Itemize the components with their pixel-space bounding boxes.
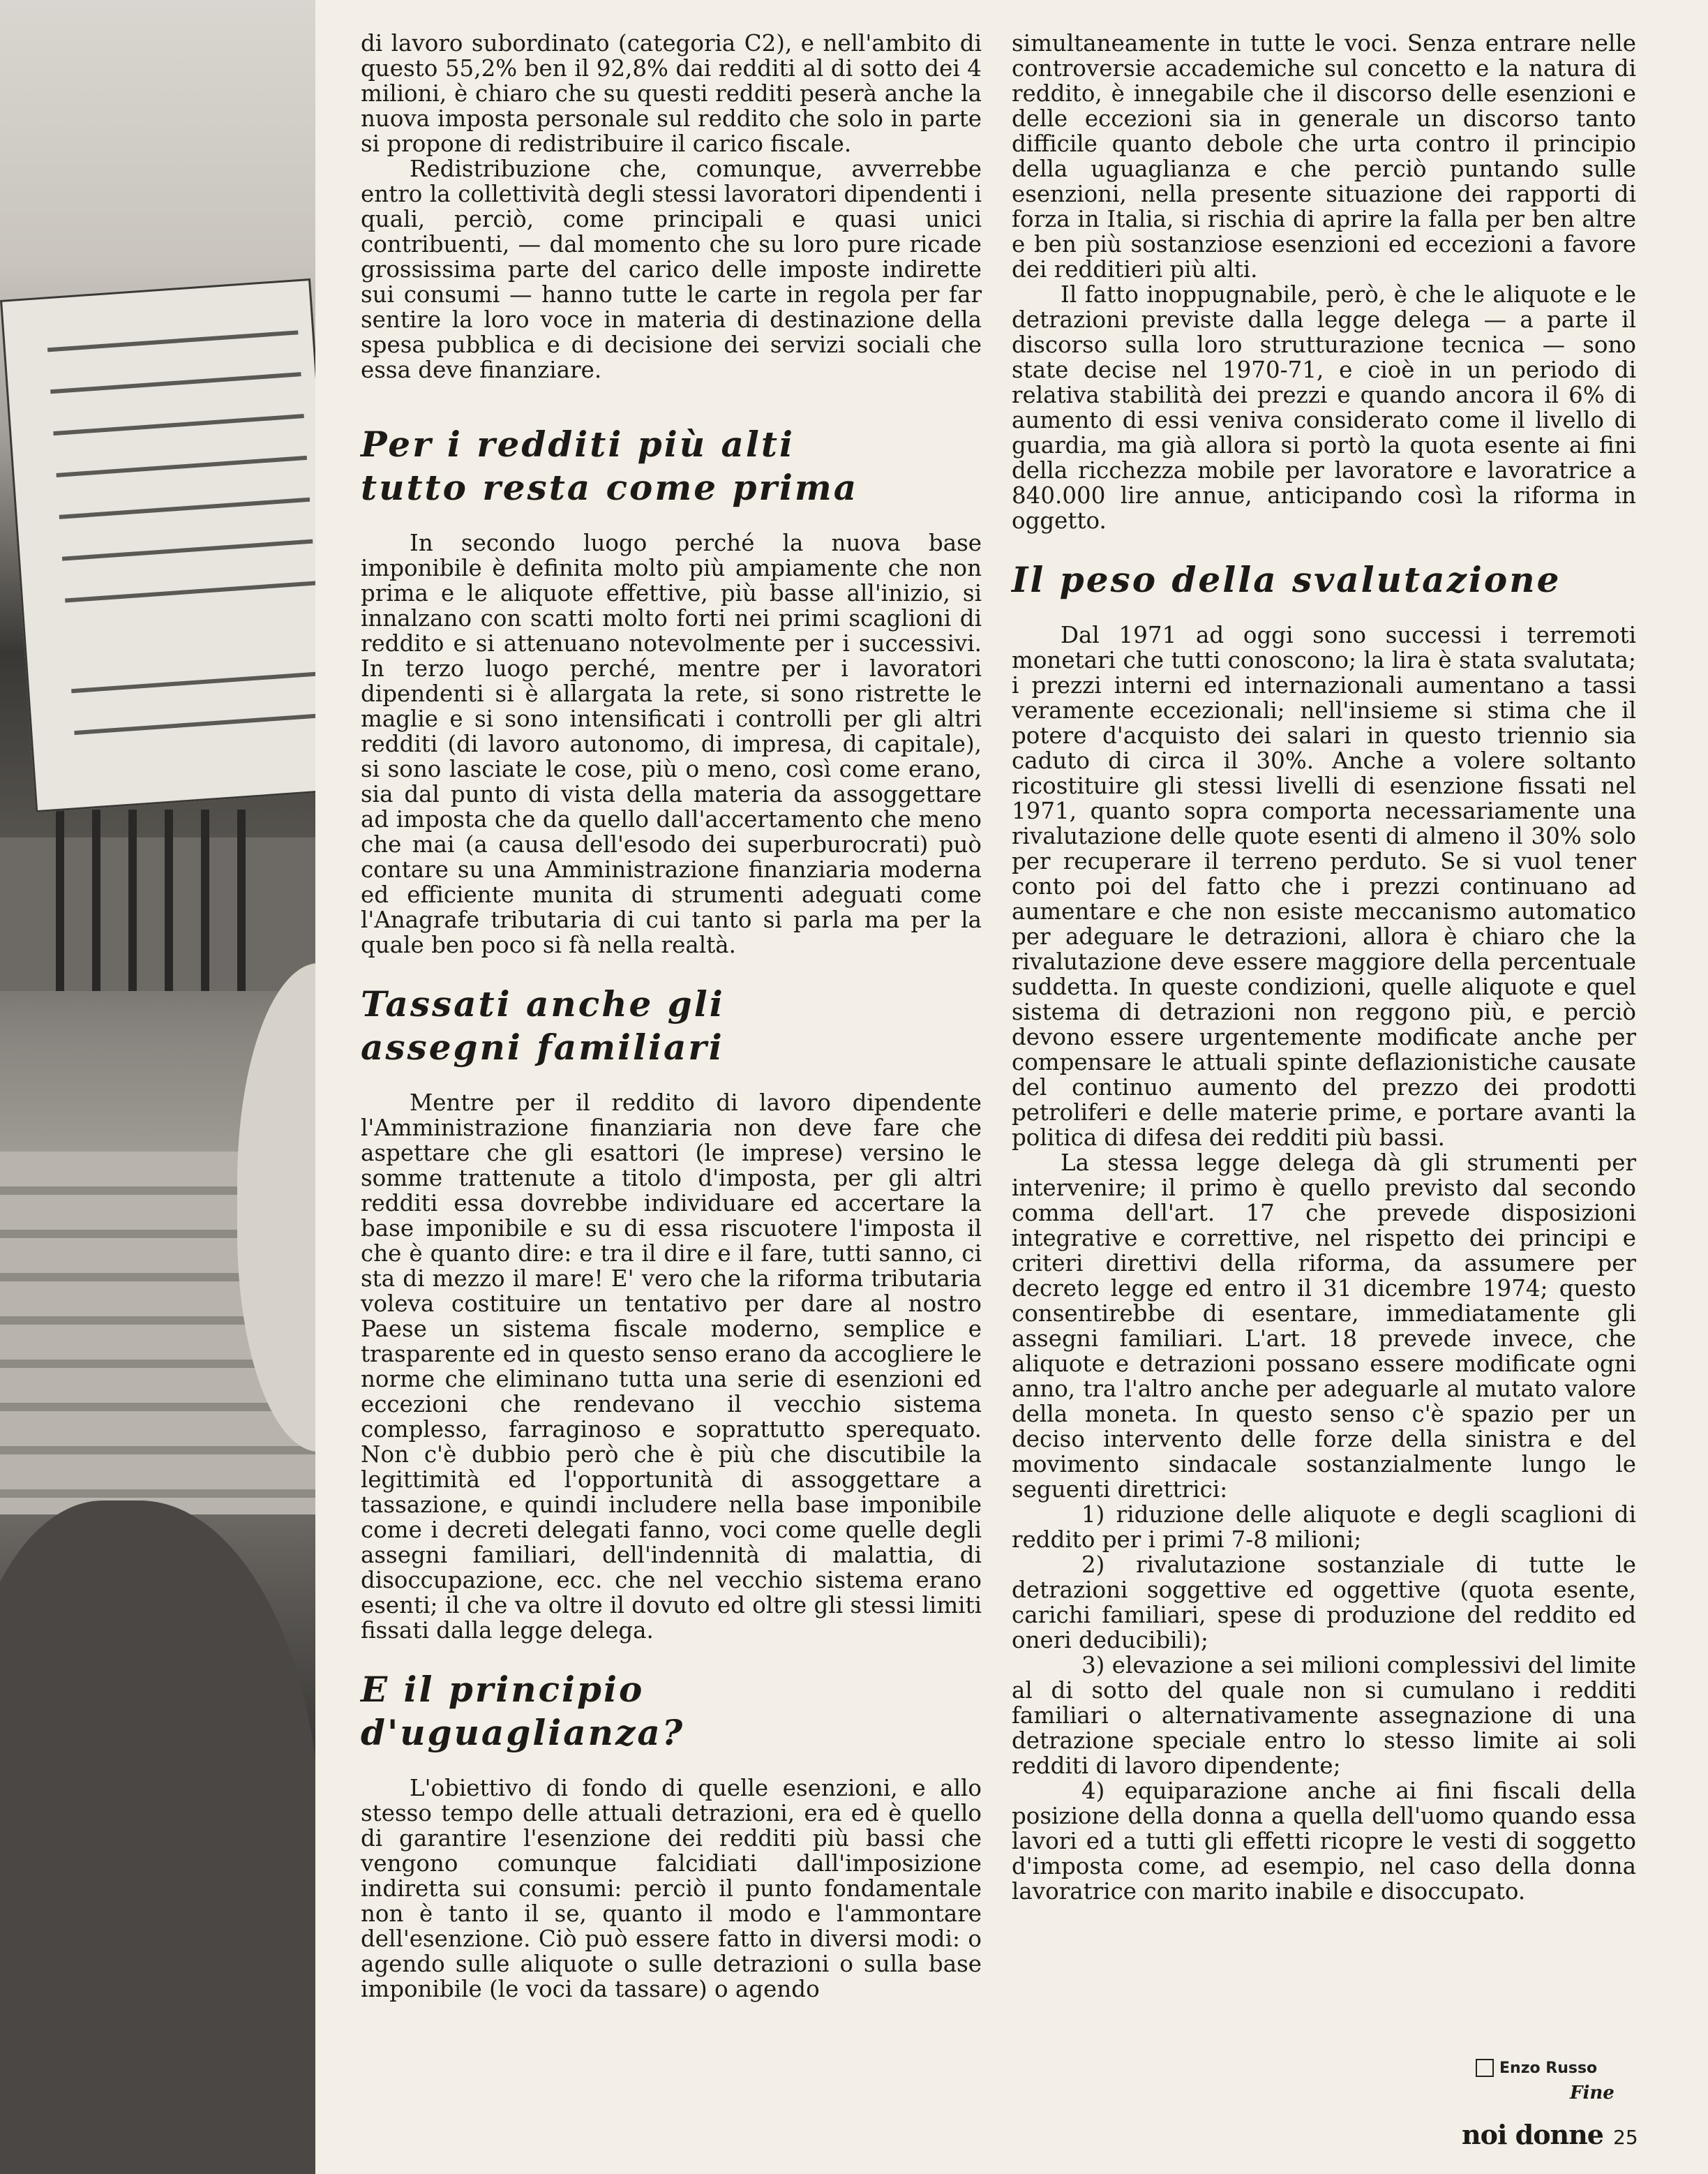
paragraph: La stessa legge delega dà gli strumenti per intervenire; il primo è quello previsto dal secondo comma dell'art. 17 che prevede disposizioni integrative e correttive, nel rispetto dei principi e criteri direttivi della riforma, da assumere per decreto legge ed entro il 31 dicembre 1974; questo consentirebbe di esentare, immediatamente gli assegni familiari. L'art. 18 prevede invece, che aliquote e detrazioni possano essere modificate ogni anno, tra l'altro anche per adeguarle al mutato valore della moneta. In questo senso c'è spazio per un deciso intervento delle forze della sinistra e del movimento sindacale sostanzialmente lungo le seguenti direttrici: (1012, 1149, 1636, 1503)
sign-scribble (59, 498, 310, 519)
sign-scribble (47, 330, 299, 352)
protest-sign (0, 278, 315, 812)
photo-crowd-legs (28, 810, 258, 991)
section-heading: Per i redditi più alti tutto resta come prima (361, 424, 859, 508)
list-item: 4) equiparazione anche ai fini fiscali della posizione della donna a quella dell'uomo quando essa lavori ed a tutti gli effetti ricopre le vesti di soggetto d'imposta come, ad esempio, nel caso della donna lavoratrice con marito inabile e disoccupato. (1012, 1778, 1636, 1905)
section-heading: E il principio d'uguaglianza? (361, 1669, 685, 1753)
sign-scribble (56, 456, 307, 477)
paragraph: Mentre per il reddito di lavoro dipendente l'Amministrazione finanziaria non deve fare che aspettare che gli esattori (le imprese) versino le somme trattenute a titolo d'imposta, per gli altri redditi essa dovrebbe individuare ed accertare la base imponibile e su di essa riscuotere l'imposta il che è quanto dire: e tra il dire e il fare, tutti sanno, ci sta di mezzo il mare! E' vero che la riforma tributaria voleva costituire un tentativo per dare al nostro Paese un sistema fiscale moderno, semplice e trasparente ed in questo senso erano da accogliere le norme che eliminano tutta una serie di esenzioni ed eccezioni che rendevano il vecchio sistema complesso, farraginoso e soprattutto sperequato. Non c'è dubbio però che è più che discutibile la legittimità ed l'opportunità di assoggettare a tassazione, e quindi includere nella base imponibile come i decreti delegati fanno, voci come quelle degli assegni familiari, dell'indennità di malattia, di disoccupazione, ecc. che nel vecchio sistema erano esenti; il che va oltre il dovuto ed oltre gli stessi limiti fissati dalla legge delega. (361, 1089, 982, 1644)
sign-scribble (50, 372, 301, 394)
sign-scribble (53, 414, 304, 435)
right-column (1012, 31, 1636, 1904)
magazine-name: noi donne (1462, 2119, 1603, 2150)
paragraph: L'obiettivo di fondo di quelle esenzioni, e allo stesso tempo delle attuali detrazioni, era ed è quello di garantire l'esenzione dei redditi più bassi che vengono comunque falcidiati dall'imposizione indiretta sui consumi: perciò il punto fondamentale non è tanto il se, quanto il modo e l'ammontare dell'esenzione. Ciò può essere fatto in diversi modi: o agendo sulle aliquote o sulle detrazioni o sulla base imponibile (le voci da tassare) o agendo (361, 1775, 982, 2002)
page-number: 25 (1613, 2126, 1638, 2149)
paragraph: simultaneamente in tutte le voci. Senza entrare nelle controversie accademiche sul concetto e la natura di reddito, è innegabile che il discorso delle esenzioni e delle eccezioni sia in generale un discorso tanto difficile quanto debole che urta contro il principio della uguaglianza e che perciò puntando sulle esenzioni, nella presente situazione dei rapporti di forza in Italia, si rischia di aprire la falla per ben altre e ben più sostanziose esenzioni ed eccezioni a favore dei redditieri più alti. (1012, 30, 1636, 283)
photo-person-shoulder (0, 1501, 315, 2174)
sign-scribble (62, 539, 313, 561)
paragraph: Redistribuzione che, comunque, avverrebbe entro la collettività degli stessi lavoratori dipendenti i quali, perciò, come principali e quasi unici contribuenti, — dal momento che su loro pure ricade grossissima parte del carico delle imposte indirette sui consumi — hanno tutte le carte in regola per far sentire la loro voce in materia di destinazione della spesa pubblica e di decisione dei servizi sociali che essa deve finanziare. (361, 156, 982, 383)
paragraph: Il fatto inoppugnabile, però, è che le aliquote e le detrazioni previste dalla legge delega — a parte il discorso sulla loro strutturazione tecnica — sono state decise nel 1970-71, e cioè in un periodo di relativa stabilità dei prezzi e quando ancora il 6% di aumento di essi veniva considerato come il livello di guardia, ma già allora si portò la quota esente ai fini della ricchezza mobile per lavoratore e lavoratrice a 840.000 lire annue, anticipando così la riforma in oggetto. (1012, 281, 1636, 534)
author-signature (1476, 2059, 1597, 2077)
end-marker: Fine (1570, 2083, 1615, 2104)
sign-scribble (65, 581, 315, 602)
paragraph: Dal 1971 ad oggi sono successi i terremoti monetari che tutti conoscono; la lira è stata svalutata; i prezzi interni ed internazionali aumentano a tassi veramente eccezionali; nell'insieme si stima che il potere d'acquisto dei salari in questo triennio sia caduto di circa il 30%. Anche a volere soltanto ricostituire gli stessi livelli di esenzione fissati nel 1971, quanto sopra comporta necessariamente una rivalutazione delle quote esenti di almeno il 30% solo per recuperare il terreno perduto. Se si vuol tener conto poi del fatto che i prezzi continuano ad aumentare e che non esiste meccanismo automatico per adeguare le detrazioni, allora è chiaro che la rivalutazione deve essere maggiore della percentuale suddetta. In queste condizioni, quelle aliquote e quel sistema di detrazioni non reggono più, e perciò devono essere urgentemente modificate anche per compensare le attuali spinte deflazionistiche causate del continuo aumento del prezzo dei prodotti petroliferi e delle materie prime, e portare avanti la politica di difesa dei redditi più bassi. (1012, 622, 1636, 1151)
author-name: Enzo Russo (1499, 2059, 1598, 2077)
list-item: 3) elevazione a sei milioni complessivi del limite al di sotto del quale non si cumulano i redditi familiari o alternativamente assegnazione di una detrazione speciale entro lo stesso limite ai soli redditi di lavoro dipendente; (1012, 1652, 1636, 1779)
paragraph: In secondo luogo perché la nuova base imponibile è definita molto più ampiamente che non prima e le aliquote effettive, più basse all'inizio, si innalzano con scatti molto forti nei primi scaglioni di reddito e si attenuano notevolmente per i successivi. In terzo luogo perché, mentre per i lavoratori dipendenti si è allargata la rete, si sono ristrette le maglie e si sono intensificati i controlli per gli altri redditi (di lavoro autonomo, di impresa, di capitale), si sono lasciate le cose, più o meno, così come erano, sia dal punto di vista della materia da assoggettare ad imposta che da quello dall'accertamento che meno che mai (a causa dell'esodo dei superburocrati) può contare su una Amministrazione finanziaria moderna ed efficiente munita di strumenti adeguati come l'Anagrafe tributaria di cui tanto si parla ma per la quale ben poco si fà nella realtà. (361, 530, 982, 958)
sign-scribble (71, 671, 315, 693)
middle-column (361, 31, 982, 2002)
checkbox-square-icon (1476, 2059, 1494, 2077)
list-item: 1) riduzione delle aliquote e degli scaglioni di reddito per i primi 7-8 milioni; (1012, 1501, 1636, 1553)
section-heading: Tassati anche gli assegni familiari (361, 983, 725, 1068)
protest-photo (0, 0, 315, 2174)
section-heading: Il peso della svalutazione (1012, 559, 1561, 600)
list-item: 2) rivalutazione sostanziale di tutte le detrazioni soggettive ed oggettive (quota esente, carichi familiari, spese di produzione del reddito ed oneri deducibili); (1012, 1551, 1636, 1653)
sign-scribble (74, 713, 315, 735)
page-footer (1462, 2119, 1638, 2150)
paragraph: di lavoro subordinato (categoria C2), e nell'ambito di questo 55,2% ben il 92,8% dai redditi al di sotto dei 4 milioni, è chiaro che su questi redditi peserà anche la nuova imposta personale sul reddito che solo in parte si propone di redistribuire il carico fiscale. (361, 30, 982, 157)
